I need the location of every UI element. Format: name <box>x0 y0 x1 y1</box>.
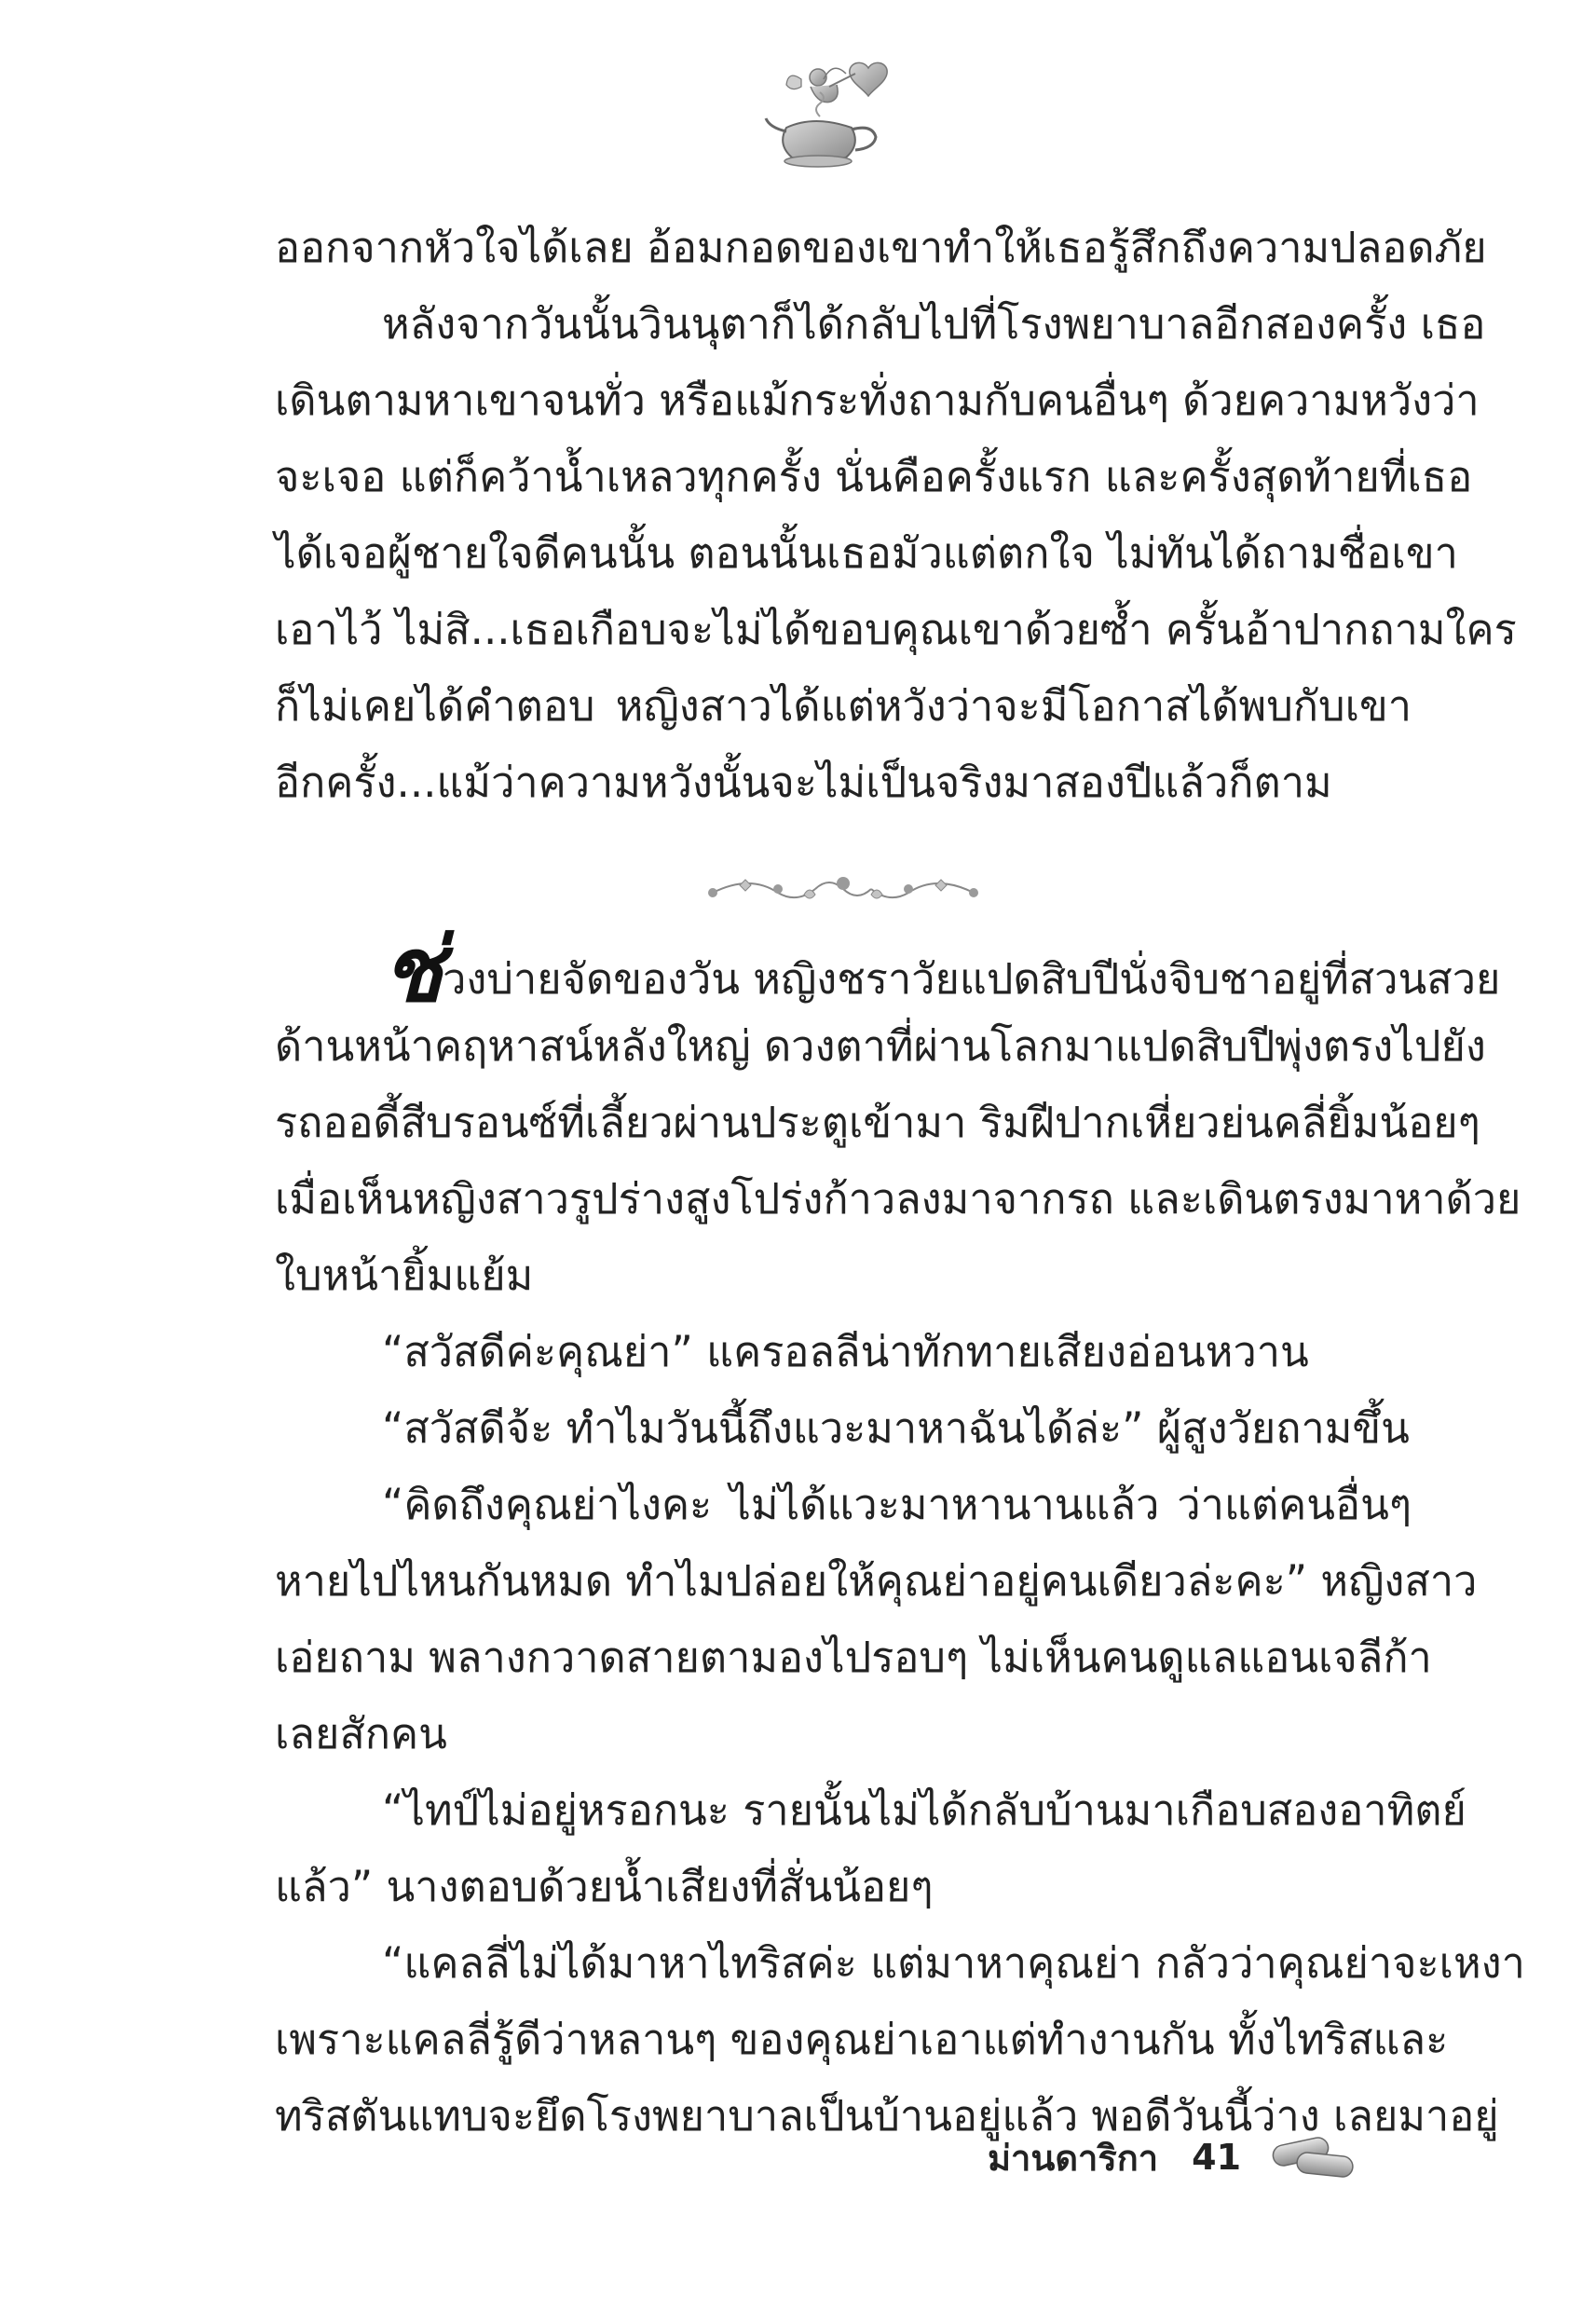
text-line: เดินตามหาเขาจนทั่ว หรือแม้กระทั่งถามกับคนอื่นๆ ด้วยความหวังว่า <box>275 376 1480 425</box>
text-line-content: วงบ่ายจัดของวัน หญิงชราวัยแปดสิบปีนั่งจิบชาอยู่ที่สวนสวย <box>443 954 1501 1004</box>
text-line: ด้านหน้าคฤหาสน์หลังใหญ่ ดวงตาที่ผ่านโลกมาแปดสิบปีพุ่งตรงไปยัง <box>275 1021 1486 1071</box>
text-line: ออกจากหัวใจได้เลย อ้อมกอดของเขาทำให้เธอรู้สึกถึงความปลอดภัย <box>275 223 1487 272</box>
text-line: “สวัสดีค่ะคุณย่า” แครอลลีน่าทักทายเสียงอ่อนหวาน <box>382 1327 1309 1376</box>
text-line: ทริสตันแทบจะยึดโรงพยาบาลเป็นบ้านอยู่แล้ว พอดีวันนี้ว่าง เลยมาอยู่ <box>275 2091 1499 2140</box>
text-line: ได้เจอผู้ชายใจดีคนนั้น ตอนนั้นเธอมัวแต่ตกใจ ไม่ทันได้ถามชื่อเขา <box>275 528 1458 578</box>
pill-capsules-icon <box>1269 2134 1357 2181</box>
text-line: รถออดี้สีบรอนซ์ที่เลี้ยวผ่านประตูเข้ามา ริมฝีปากเหี่ยวย่นคลี่ยิ้มน้อยๆ <box>275 1098 1480 1147</box>
text-line-dropcap <box>275 917 1501 1022</box>
book-title: ม่านดาริกา <box>988 2137 1159 2179</box>
page-number: 41 <box>1192 2137 1242 2178</box>
paragraph-block-bottom <box>275 917 1525 2154</box>
text-line: อีกครั้ง...แม้ว่าความหวังนั้นจะไม่เป็นจริงมาสองปีแล้วก็ตาม <box>275 758 1332 807</box>
text-line: เมื่อเห็นหญิงสาวรูปร่างสูงโปร่งก้าวลงมาจากรถ และเดินตรงมาหาด้วย <box>275 1174 1521 1224</box>
text-line: หายไปไหนกันหมด ทำไมปล่อยให้คุณย่าอยู่คนเดียวล่ะคะ” หญิงสาว <box>275 1556 1478 1606</box>
text-line: ใบหน้ายิ้มแย้ม <box>275 1251 534 1300</box>
text-line: ก็ไม่เคยได้คำตอบ หญิงสาวได้แต่หวังว่าจะมีโอกาสได้พบกับเขา <box>275 681 1412 731</box>
text-line: เพราะแคลลี่รู้ดีว่าหลานๆ ของคุณย่าเอาแต่ทำงานกัน ทั้งไทริสและ <box>275 2015 1449 2064</box>
text-line: จะเจอ แต่ก็คว้าน้ำเหลวทุกครั้ง นั่นคือครั้งแรก และครั้งสุดท้ายที่เธอ <box>275 452 1473 501</box>
text-line: เลยสักคน <box>275 1709 447 1758</box>
floral-divider-icon <box>694 867 992 913</box>
text-line: เอาไว้ ไม่สิ...เธอเกือบจะไม่ได้ขอบคุณเขาด้วยซ้ำ ครั้นอ้าปากถามใคร <box>275 605 1517 654</box>
paragraph-block-top <box>275 210 1517 821</box>
page-footer <box>988 2129 1357 2185</box>
text-line: แล้ว” นางตอบด้วยน้ำเสียงที่สั่นน้อยๆ <box>275 1862 934 1911</box>
text-line: หลังจากวันนั้นวินนุตาก็ได้กลับไปที่โรงพยาบาลอีกสองครั้ง เธอ <box>382 299 1486 349</box>
text-line: เอ่ยถาม พลางกวาดสายตามองไปรอบๆ ไม่เห็นคนดูแลแอนเจลีก้า <box>275 1633 1432 1682</box>
text-line: “สวัสดีจ้ะ ทำไมวันนี้ถึงแวะมาหาฉันได้ล่ะ” ผู้สูงวัยถามขึ้น <box>382 1403 1410 1453</box>
cupid-teapot-ornament-icon <box>764 51 904 172</box>
text-line: “คิดถึงคุณย่าไงคะ ไม่ได้แวะมาหานานแล้ว ว่าแต่คนอื่นๆ <box>382 1480 1412 1529</box>
text-line: “แคลลี่ไม่ได้มาหาไทริสค่ะ แต่มาหาคุณย่า กลัวว่าคุณย่าจะเหงา <box>382 1938 1525 1988</box>
dropcap-letter: ช่ <box>382 917 443 1022</box>
text-line: “ไทป์ไม่อยู่หรอกนะ รายนั้นไม่ได้กลับบ้านมาเกือบสองอาทิตย์ <box>382 1785 1466 1835</box>
